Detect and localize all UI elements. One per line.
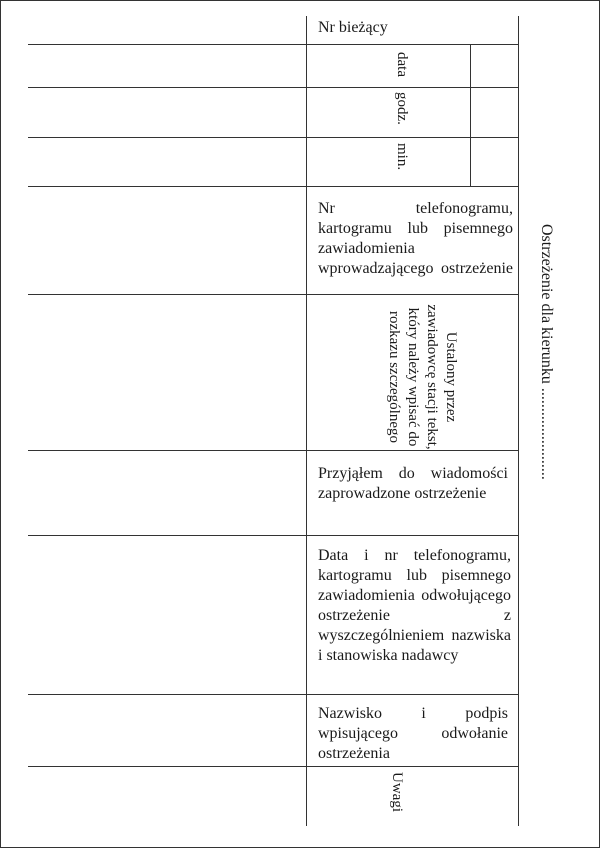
row-divider-7 [28,535,518,536]
time-subcolumn-divider [470,44,471,187]
row-divider-5 [28,294,518,295]
header-ustalony-tekst: Ustalony przez zawiadowcę stacji tekst, który należy wpisać do rozkazu szczególnego [386,304,459,450]
header-nazwisko-podpis: Nazwisko i podpis wpisującego odwołanie ostrzeżenia [318,705,508,762]
row-divider-3 [28,137,518,138]
header-min: min. [394,143,410,171]
header-nr-telefonogramu: Nr telefonogramu, kartogramu lub pisemnego zawiadomienia wprowadzającego ostrzeżenie [318,200,513,277]
header-przyjalem: Przyjąłem do wiadomości zaprowadzone ostrzeżenie [318,465,508,502]
row-divider-2 [28,87,518,88]
header-godz: godz. [394,92,410,125]
row-divider-4 [28,186,518,187]
header-data: data [394,52,410,77]
row-divider-1 [28,44,518,45]
column-divider-right [518,16,519,826]
row-divider-9 [28,766,518,767]
row-divider-8 [28,694,518,695]
header-data-i-nr: Data i nr telefonogramu, kartogramu lub pisemnego zawiadomienia odwołującego ostrzeżenie z wyszczególnieniem nazwiska i stanowiska nadawcy [318,547,511,664]
side-title: Ostrzeżenie dla kierunku ....................... [538,224,555,480]
header-uwagi: Uwagi [389,772,405,812]
header-nr-biezacy: Nr bieżący [318,19,388,36]
